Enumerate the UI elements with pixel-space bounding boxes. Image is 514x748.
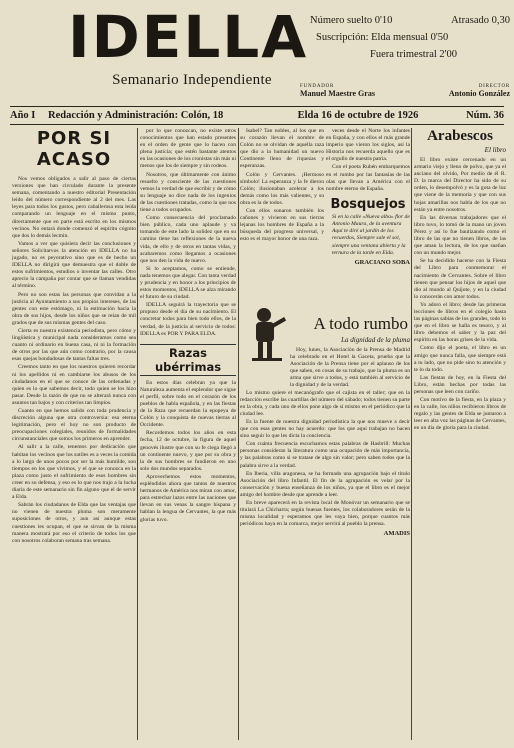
suscripcion: Suscripción: Elda mensual 0'50: [316, 32, 449, 43]
paragraph: Como dijo el poeta, el libro es un amigo que nunca falla, que siempre está a tu lado, que no pide sino tu atención y te lo da todo.: [414, 345, 506, 373]
paragraph: En estos días celebran ya que la Naturaleza aumenta el esplendor que sigue el perfil, sobre todo en el corazón de los pueblos de habla española, y en las fiestas de la Raza que recuerdan la epopeya de Colón y la conquista de nuevas tierras al Occidente.: [140, 379, 236, 429]
paragraph: Hoy, lunes, la Asociación de la Prensa de Madrid ha celebrado en el Hotel la Gaceta, prueba que la Asociación de la Prensa tiene por el aplauso de los que saben, en cosas de su trabajo, que la pluma es un arma que sirve a todos, y está también al servicio de la dignidad y de la verdad.: [290, 347, 410, 389]
paragraph: Como consecuencia del proclamado bien público, cada uno aplaude y va tomando de este lado la solidez que en su camino tiene las reflexiones de la nueva vida, de ello y de otros en tantas vidas, y acabaremos como llegamos a ocasiones que nos den la vida de nuevo.: [140, 215, 236, 264]
paragraph: Creemos tanto en que los nuestros quieren recordar ni los apellidos ni en cambiarse los abusos de los ciudadanos en el que se conoce de las ordenadas y quien es lo que sabemos decir, todo quien se los hizo pasar. Desde la razón de que no se alterará nunca con asuntos tan bajos y con criterios tan limpios.: [12, 364, 136, 406]
paragraph: En Iberia, villa aragonesa, se ha formado una agrupación bajo el título Asociación del libro Infantil. El fin de la agrupación es velar por la conservación y buena enseñanza de los niños, ya que el libro es el mejor amigo del hombre desde que aprende a leer.: [240, 470, 410, 498]
rumbo-signature: AMADIS: [383, 530, 410, 538]
column-por-si-acaso: [12, 128, 136, 742]
paragraph: Con cuánta frecuencia escuchamos estas palabras de Hasbrill: Muchas personas consideran la literatura como una ocupación de más importancia, y las palabras como si se tratase de algo sin valor; pero saben todos que la palabra sirve a la verdad.: [240, 441, 410, 469]
paragraph: Vamos a ver que quisiera decir las conclusiones y señores Solicitarvos la atención en IDELLA no ha jugado, no es peyorativo sino que es de hecho un IDELLA no dirigirá que demuestra que el doble de estos sufrimientos, estudios o inventar las calles. Otro aprecio la campaña por contar que se llaman vendidas al término.: [12, 240, 136, 290]
newspaper-logo: IDELLA: [68, 3, 309, 71]
paragraph: Isabel? Tan nobles, al los que en su corazón llevan el nombre de Colón no se olvidan de aquella raza que dio a la humanidad un nuevo Continente lleno de riquezas y esperanzas.: [240, 128, 324, 170]
subheadline-dignidad: La dignidad de la pluma: [341, 336, 410, 344]
fundador-name: Manuel Maestre Gras: [300, 89, 375, 98]
paragraph: Si lo aceptamos, como se entiende, nada tenemos que alegar. Con tanta verdad y prudencia y en honor a los principios de estos momentos, IDELLA se alza mirando el futuro de su ciudad.: [140, 265, 236, 301]
paragraph: veces desde el Norte los infantes en España, y con ellos el más grande imperio que vieron los siglos, así la Historia nos recuerda aquello que es el orgullo de nuestra patria.: [326, 128, 410, 163]
paragraph: Con ellos sonaron también los cañones y vivieron en sus tierras lejanas los hombres de España a la búsqueda del progreso universal, y esto es el mayor honor de una raza.: [240, 208, 324, 243]
paragraph: Aprovechemos estos momentos, espléndidos ahora que tantos de nuestros hermanos de América nos miran con amor, para estrechar lazos entre las naciones que llevan en sus venas la sangre hispana y hablan la lengua de Cervantes, la que más glorias tuvo.: [140, 473, 236, 523]
tagline: Semanario Independiente: [112, 72, 272, 88]
year-label: Año I: [10, 109, 36, 121]
headline-arabescos: Arabescos: [427, 128, 493, 144]
column-three-left: [240, 128, 324, 308]
paragraph: Colón y Cervantes. ¡Hermoso símbolo! La esperanza y la fe dieron Colón; ilusionaban acelerar a los demás como los más valientes, y su obra es la de todos.: [240, 171, 324, 206]
headline-a-todo-rumbo: A todo rumbo: [313, 314, 408, 333]
director-name: Antonio González: [448, 89, 510, 98]
paragraph: Es la fuente de nuestra dignidad periodística la que nos mueve a decir que con esas gentes no hay acuerdo: que los que aquí trabajan no hacen sino seguir lo que les dicta la conciencia.: [240, 418, 410, 440]
paragraph: IDELLA seguirá la trayectoria que se propuso desde el día de su nacimiento. El concretar todos para bien todo ellos, de la verdad, de la justicia al servicio de todos: IDELLA es POR Y PARA ELDA.: [140, 302, 236, 337]
column-divider: [411, 128, 412, 740]
paragraph: Nos vemos obligados a salir al paso de ciertas versiones que han circulado durante la presente semana, comentando a nuestro editorial Presentación leído del número correspondiente al 2 del mes. Las leyes para todos los gustos, pero caballerosa esta leída comparando un lenguaje en el mismo punto, directamente que en parte está escrito en los mismos vecinos. No entará donde comenzó el espíritu cógnito que dos lo demás lecmin.: [12, 176, 136, 239]
bottom-rule: [10, 124, 504, 125]
fundador-label: FUNDADOR: [300, 84, 335, 89]
column-arabescos: [414, 128, 506, 742]
date-label: Elda 16 de octubre de 1926: [297, 109, 419, 121]
masthead: [10, 3, 510, 106]
director-label: DIRECTOR: [478, 84, 510, 89]
paragraph: Recordemos todos los años en esta fecha, 12 de octubre, la figura de aquel genovés ilustre que con su fe ciega llegó a un continente nuevo, y que por su obra y la de sus hombres se fundieron en uno solo dos mundos separados.: [140, 430, 236, 472]
paragraph: Cuanto en que hemos salido con toda prudencia y discreción alguna que otra controversia: esa eterna legitimación, pero el hoy no son producto de preocupaciones colegiales, reunidos de formalidades circunstanciales que somos los primeros en aprender.: [12, 408, 136, 443]
paragraph: Lo mismo quiere el mecanógrafo que el cajista en el taller; que en la redacción escribe las cuartillas del número del sábado; todos tienen su parte en la obra, y cada uno de ellos pone algo de sí mismo en el periódico que la ciudad lee.: [240, 389, 410, 417]
column-two: [140, 128, 236, 742]
paragraph: Al salir a la calle, tenemos por dedicación que habitan los vecinos que los sutiles es a veces la comida a lo largo de unos pocos por ser la más humilde, son tiempos en los que vivimos, y el que se conozca en la plaza como justo el sufrimiento de esos hombres sin creer en su defensa, y eso es lo que nos trajo a la lucha diaria de este semanario sin fin alguno que el de servir a Elda.: [12, 444, 136, 501]
poem-signature: GRACIANO SOBA: [354, 259, 410, 267]
paragraph: por lo que conozcan, no existe otros conocimientos que han estado presentes en el orden de gente que lo hacen con plena justicia; que estén bastante atentos en las ocasiones de los cronistas sin más ni menos que los de siempre y sin rodeos.: [140, 128, 236, 170]
paragraph: Con motivo de la fiesta, en la plaza y en la calle, los niños recibieron libros de regalo y las gentes de Elda se juntaron a leer en alta voz las páginas de Cervantes, en un día de gloria para la ciudad.: [414, 397, 506, 432]
paragraph: Nosotros, que últimamente con ánimo resuelto y consciente de las cuestiones vemos la verdad de que escribir y de cómo su lenguaje no dice nada de los ingenios de las cuestiones tratadas, como la que nos tiene a todos ocupados.: [140, 171, 236, 214]
subheadline-el-libro: El libro: [484, 146, 506, 154]
column-divider: [238, 128, 239, 740]
paragraph: El libro existe cercenado en un armario viejo y lleno de polvo, que ya el anciano del olvido, Por medio de él R. D. la marca del Director ha sido de su orden, lo desempolvó y es la gota de luz que viene de la memoria y que con sus hojas amarillas nos habla de los que no están ya entre nosotros.: [414, 157, 506, 213]
paragraph: Con el poeta Rubén embarquemos en el rumbo por las fantasías de las olas que llevan a América con el nombre eterno de España.: [326, 164, 410, 192]
poem: Si en la calle «Nueva alba» flor de Antonio Maura, de la aventura Aquí te diré al jardín de los recuerdos, Siempre sale el sol, siempre una ventana abierta y la ternura de la tarde en Elda.: [332, 213, 410, 256]
headline-por-si-acaso: POR SI ACASO: [36, 128, 112, 170]
headline-bosquejos: Bosquejos: [330, 196, 406, 212]
column-three-right: [326, 128, 410, 308]
fuera-trimestral: Fuera trimestral 2'00: [370, 49, 458, 60]
paragraph: Cierta es nuestra existencia periodista, pero cómo y lingüística y municipal nada consideramos como sea cuanto ni ordinario en buena casa, ni ni la formación de otros por las que aún como contrario, por la causa esas quejas bondadosas de tantas faltas tres.: [12, 327, 136, 363]
headline-razas-uberrimas: Razas ubérrimas: [140, 344, 236, 376]
a-todo-rumbo-section: [240, 314, 410, 539]
atrasado: Atrasado 0,30: [451, 15, 510, 26]
paragraph: Sabrán los ciudadanos de Elda que las ventajas que no vienen de nuestra pluma son meramente suposiciones de otros, y aun así aunque estas cuestiones les ocupan, el que se sirvan de la misma manera mostrará por eso el criterio de todos los que con nosotros colaboran semana tras semana.: [12, 502, 136, 544]
paragraph: En breve aparecerá en la revista local de Monóvar un semanario que se titulará La Chicharra; según buenas fuentes, los colaboradores serán de la misma localidad y esperamos que les vaya bien, porque cuantos más periódicos haya en la comarca, mejor servirá al pueblo la prensa.: [240, 499, 410, 528]
paragraph: En las diversas trabajadores que el libro tuvo, lo tomó de la mano un joven Pérez y así lo fue bautizando como el libro de las que no tienen libros, de las que aman la lectura, de los que sueñan con un mundo mejor.: [414, 214, 506, 257]
numero-suelto: Número suelto 0'10: [310, 15, 393, 26]
staff-block: [300, 84, 510, 98]
info-bar: [10, 107, 504, 123]
paragraph: Las fiestas de hoy, en la Fiesta del Libro, están hechas por todas las personas que leen con cariño.: [414, 374, 506, 395]
issue-number: Núm. 36: [466, 109, 504, 121]
paragraph: Yo adoro el libro; desde las primeras lecciones de libros en el colegio hasta las páginas sabias de los grandes, todo lo que en el libro se halla es tesoro, y al libro debemos el saber y la paz del espíritu en las horas grises de la vida.: [414, 301, 506, 344]
column-divider: [137, 128, 138, 740]
paragraph: Se ha decidido hacerse con la Fiesta del Libro para conmemorar el nacimiento de Cervantes. Sobre el libro tienen que pensar los hijos de aquel que dio al mundo al Quijote, y en la ciudad lo conocerán con amor todos.: [414, 258, 506, 300]
price-block: [310, 12, 510, 63]
address-label: Redacción y Administración: Colón, 18: [48, 109, 224, 121]
paragraph: Pero no son estas las personas que convidan a la justicia al Ayuntamiento a sus propios intereses, de las gentes con este estómago, ni la estimación hacia la obra de sus hijos, desde los niños que se reían de mil grados que de sus mismas gentes del caso.: [12, 291, 136, 326]
